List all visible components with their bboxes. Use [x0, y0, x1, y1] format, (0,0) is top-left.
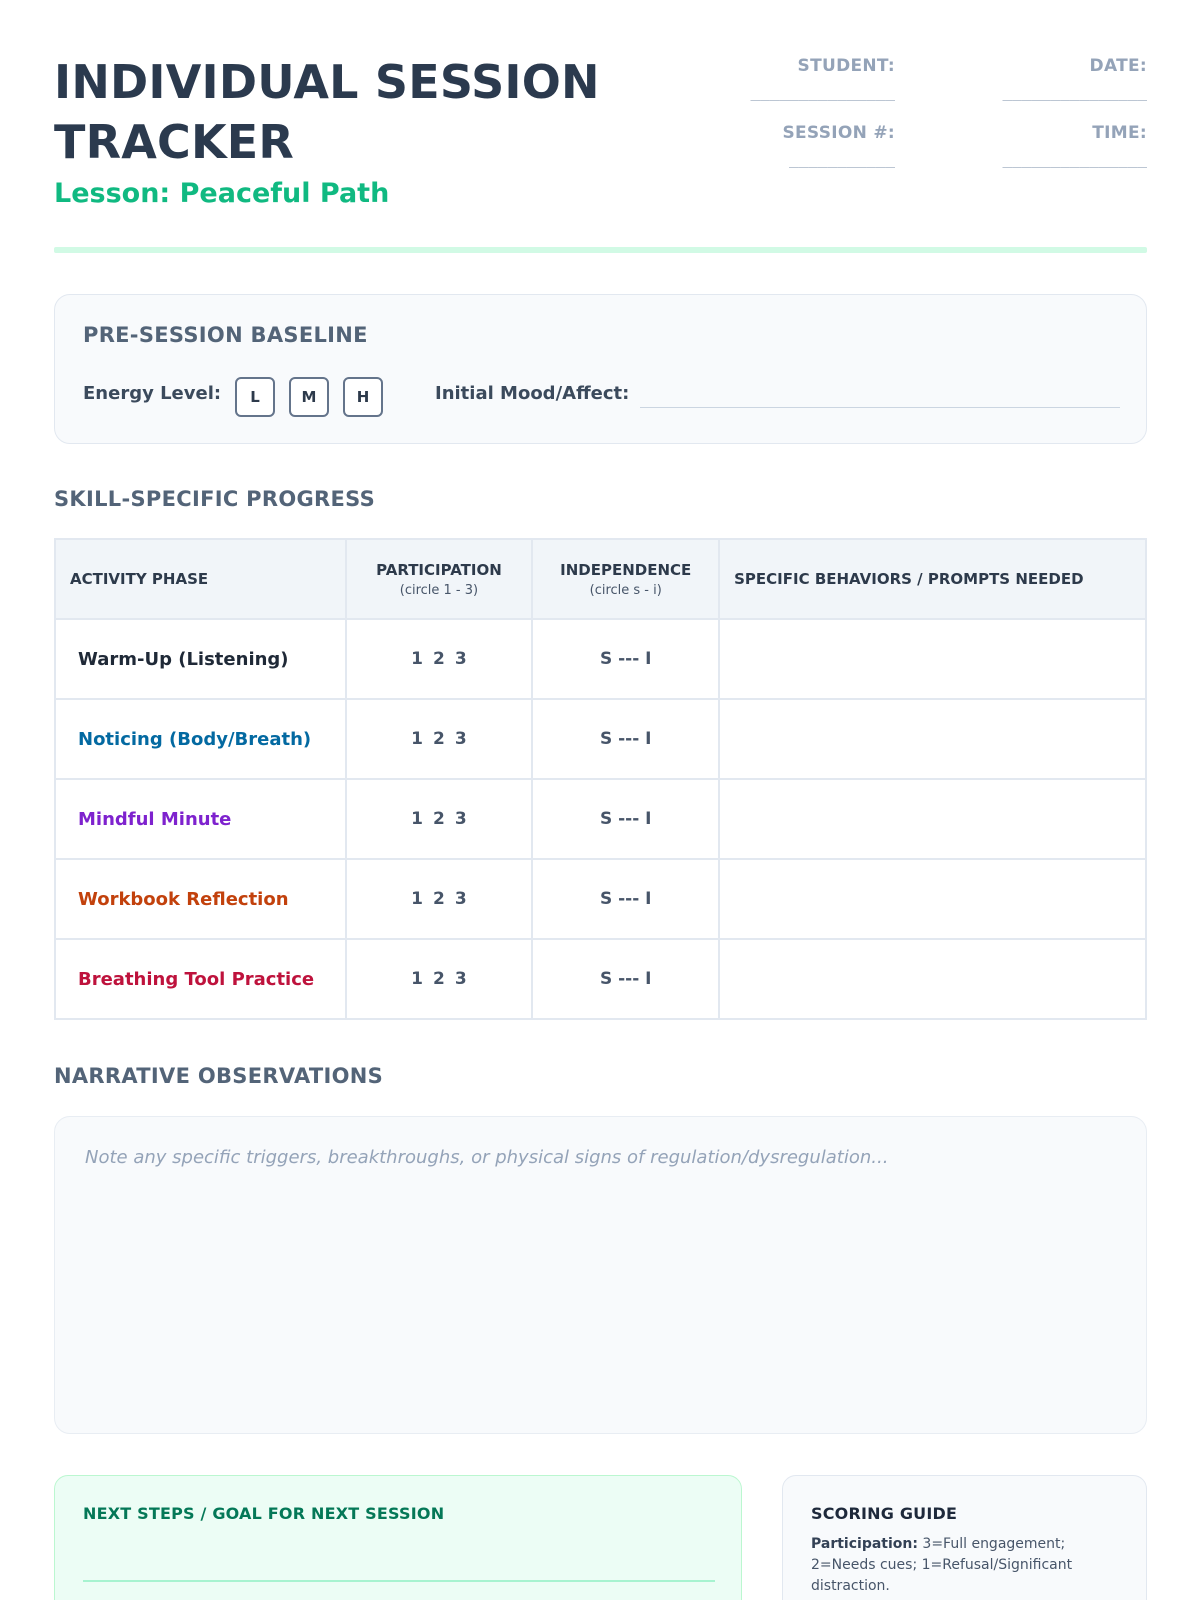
independence-header-sub: (circle s - i): [589, 582, 662, 598]
participation-cell: [346, 779, 533, 859]
participation-option-1[interactable]: 1: [411, 649, 424, 669]
participation-cell: [346, 939, 533, 1019]
participation-guide-text: 3=Full engagement; 2=Needs cues; 1=Refusal/Significant distraction.: [811, 1536, 1073, 1594]
pre-session-baseline-box: [54, 294, 1147, 444]
session-tracker-page: [54, 0, 1147, 1600]
student-field[interactable]: [751, 56, 896, 101]
progress-table: [54, 538, 1147, 1020]
energy-level-label: Energy Level:: [83, 383, 222, 404]
progress-header-row: [55, 539, 1146, 619]
energy-medium-option[interactable]: M: [289, 377, 329, 417]
table-row: [55, 699, 1146, 779]
independence-cell[interactable]: S --- I: [532, 699, 719, 779]
narrative-placeholder: Note any specific triggers, breakthroughs, or physical signs of regulation/dysregulation...: [85, 1147, 889, 1168]
activity-phase-cell: Noticing (Body/Breath): [55, 699, 346, 779]
behaviors-cell[interactable]: [719, 619, 1146, 699]
participation-option-1[interactable]: 1: [411, 969, 424, 989]
next-steps-title: NEXT STEPS / GOAL FOR NEXT SESSION: [83, 1504, 445, 1523]
header-activity-phase: ACTIVITY PHASE: [55, 539, 346, 619]
independence-cell[interactable]: S --- I: [532, 939, 719, 1019]
scoring-guide-title: SCORING GUIDE: [811, 1504, 958, 1523]
participation-option-3[interactable]: 3: [454, 649, 467, 669]
participation-cell: [346, 859, 533, 939]
independence-cell[interactable]: S --- I: [532, 859, 719, 939]
next-steps-card: [54, 1475, 742, 1600]
student-blank[interactable]: _______________: [750, 82, 895, 101]
table-row: [55, 619, 1146, 699]
participation-option-1[interactable]: 1: [411, 889, 424, 909]
behaviors-cell[interactable]: [719, 779, 1146, 859]
narrative-textarea[interactable]: [54, 1116, 1147, 1434]
narrative-title: NARRATIVE OBSERVATIONS: [54, 1064, 384, 1088]
header-participation: [346, 539, 533, 619]
table-row: [55, 779, 1146, 859]
participation-cell: [346, 699, 533, 779]
student-label: STUDENT:: [797, 56, 895, 76]
header-divider: [54, 247, 1147, 253]
independence-cell[interactable]: S --- I: [532, 779, 719, 859]
energy-low-option[interactable]: L: [235, 377, 275, 417]
independence-cell[interactable]: S --- I: [532, 619, 719, 699]
participation-option-2[interactable]: 2: [433, 649, 445, 669]
participation-option-3[interactable]: 3: [454, 889, 467, 909]
energy-high-option[interactable]: H: [343, 377, 383, 417]
participation-header-label: PARTICIPATION: [376, 560, 502, 579]
date-field[interactable]: [1003, 56, 1148, 101]
session-number-field[interactable]: [782, 123, 895, 168]
next-steps-input-line[interactable]: [83, 1580, 715, 1582]
date-blank[interactable]: _______________: [1002, 82, 1147, 101]
participation-option-3[interactable]: 3: [454, 809, 467, 829]
progress-title: SKILL-SPECIFIC PROGRESS: [54, 487, 376, 511]
page-title: INDIVIDUAL SESSION TRACKER: [54, 55, 600, 169]
activity-phase-cell: Workbook Reflection: [55, 859, 346, 939]
behaviors-cell[interactable]: [719, 939, 1146, 1019]
activity-phase-cell: Breathing Tool Practice: [55, 939, 346, 1019]
table-row: [55, 859, 1146, 939]
session-number-blank[interactable]: ___________: [789, 149, 895, 168]
participation-option-3[interactable]: 3: [454, 729, 467, 749]
table-row: [55, 939, 1146, 1019]
scoring-guide-card: [782, 1475, 1147, 1600]
lesson-name: Lesson: Peaceful Path: [54, 178, 390, 209]
participation-header-sub: (circle 1 - 3): [399, 582, 479, 598]
header-independence: [532, 539, 719, 619]
date-label: DATE:: [1089, 56, 1147, 76]
activity-phase-cell: Mindful Minute: [55, 779, 346, 859]
participation-option-2[interactable]: 2: [433, 889, 445, 909]
time-blank[interactable]: _______________: [1002, 149, 1147, 168]
participation-guide-label: Participation:: [811, 1536, 918, 1552]
mood-input-line[interactable]: [640, 407, 1120, 408]
participation-option-2[interactable]: 2: [433, 729, 445, 749]
time-label: TIME:: [1092, 123, 1147, 143]
activity-phase-cell: Warm-Up (Listening): [55, 619, 346, 699]
participation-option-2[interactable]: 2: [433, 969, 445, 989]
time-field[interactable]: [1003, 123, 1148, 168]
behaviors-cell[interactable]: [719, 699, 1146, 779]
participation-cell: [346, 619, 533, 699]
participation-option-2[interactable]: 2: [433, 809, 445, 829]
baseline-title: PRE-SESSION BASELINE: [83, 323, 368, 347]
mood-label: Initial Mood/Affect:: [435, 383, 630, 404]
header-behaviors: SPECIFIC BEHAVIORS / PROMPTS NEEDED: [719, 539, 1146, 619]
participation-option-1[interactable]: 1: [411, 809, 424, 829]
independence-header-label: INDEPENDENCE: [560, 560, 692, 579]
scoring-guide-text: [811, 1534, 1121, 1597]
session-number-label: SESSION #:: [782, 123, 895, 143]
participation-option-3[interactable]: 3: [454, 969, 467, 989]
participation-option-1[interactable]: 1: [411, 729, 424, 749]
behaviors-cell[interactable]: [719, 859, 1146, 939]
